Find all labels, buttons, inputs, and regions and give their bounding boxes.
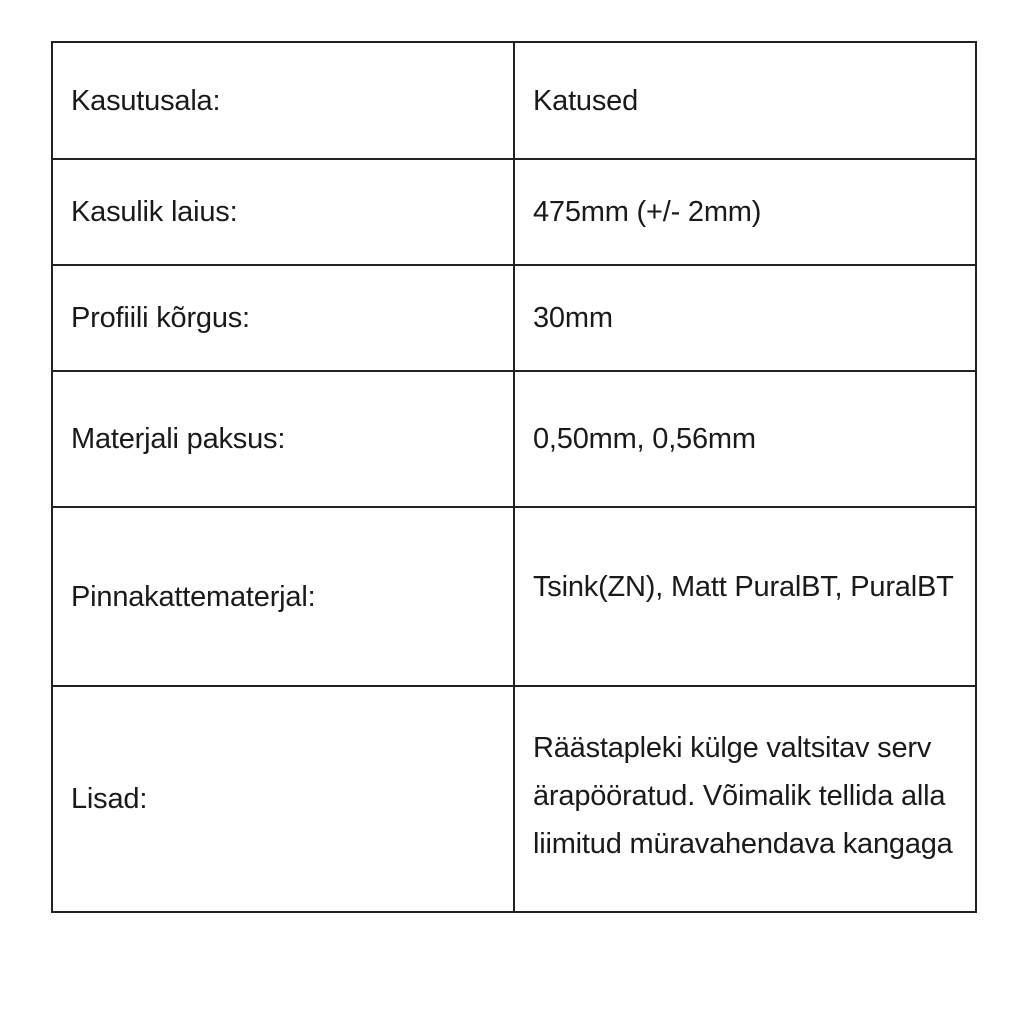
spec-value-text: 0,50mm, 0,56mm [533, 423, 756, 455]
spec-value [514, 371, 976, 507]
spec-label: Profiili kõrgus: [52, 265, 514, 371]
spec-row-width [52, 159, 976, 265]
spec-value-text: Katused [533, 84, 639, 117]
spec-value [514, 265, 976, 371]
spec-label: Kasulik laius: [52, 159, 514, 265]
spec-row-profile-height [52, 265, 976, 371]
spec-value-text: 30mm [533, 302, 613, 334]
spec-value [514, 507, 976, 686]
spec-value [514, 686, 976, 912]
spec-value [514, 42, 976, 159]
spec-row-coating [52, 507, 976, 686]
spec-label: Materjali paksus: [52, 371, 514, 507]
spec-table-body [52, 42, 976, 912]
product-spec-table [51, 41, 977, 913]
spec-value-text: 475mm (+/- 2mm) [533, 196, 762, 228]
spec-row-extras [52, 686, 976, 912]
spec-row-thickness [52, 371, 976, 507]
spec-label: Pinnakattematerjal: [52, 507, 514, 686]
spec-value-text: Räästapleki külge valtsitav serv ärapööratud. Võimalik tellida alla liimitud müravahendava kangaga [533, 732, 953, 860]
spec-label: Kasutusala: [52, 42, 514, 159]
spec-value [514, 159, 976, 265]
spec-row-usage [52, 42, 976, 159]
spec-value-text: Tsink(ZN), Matt PuralBT, PuralBT [533, 570, 954, 603]
spec-label: Lisad: [52, 686, 514, 912]
